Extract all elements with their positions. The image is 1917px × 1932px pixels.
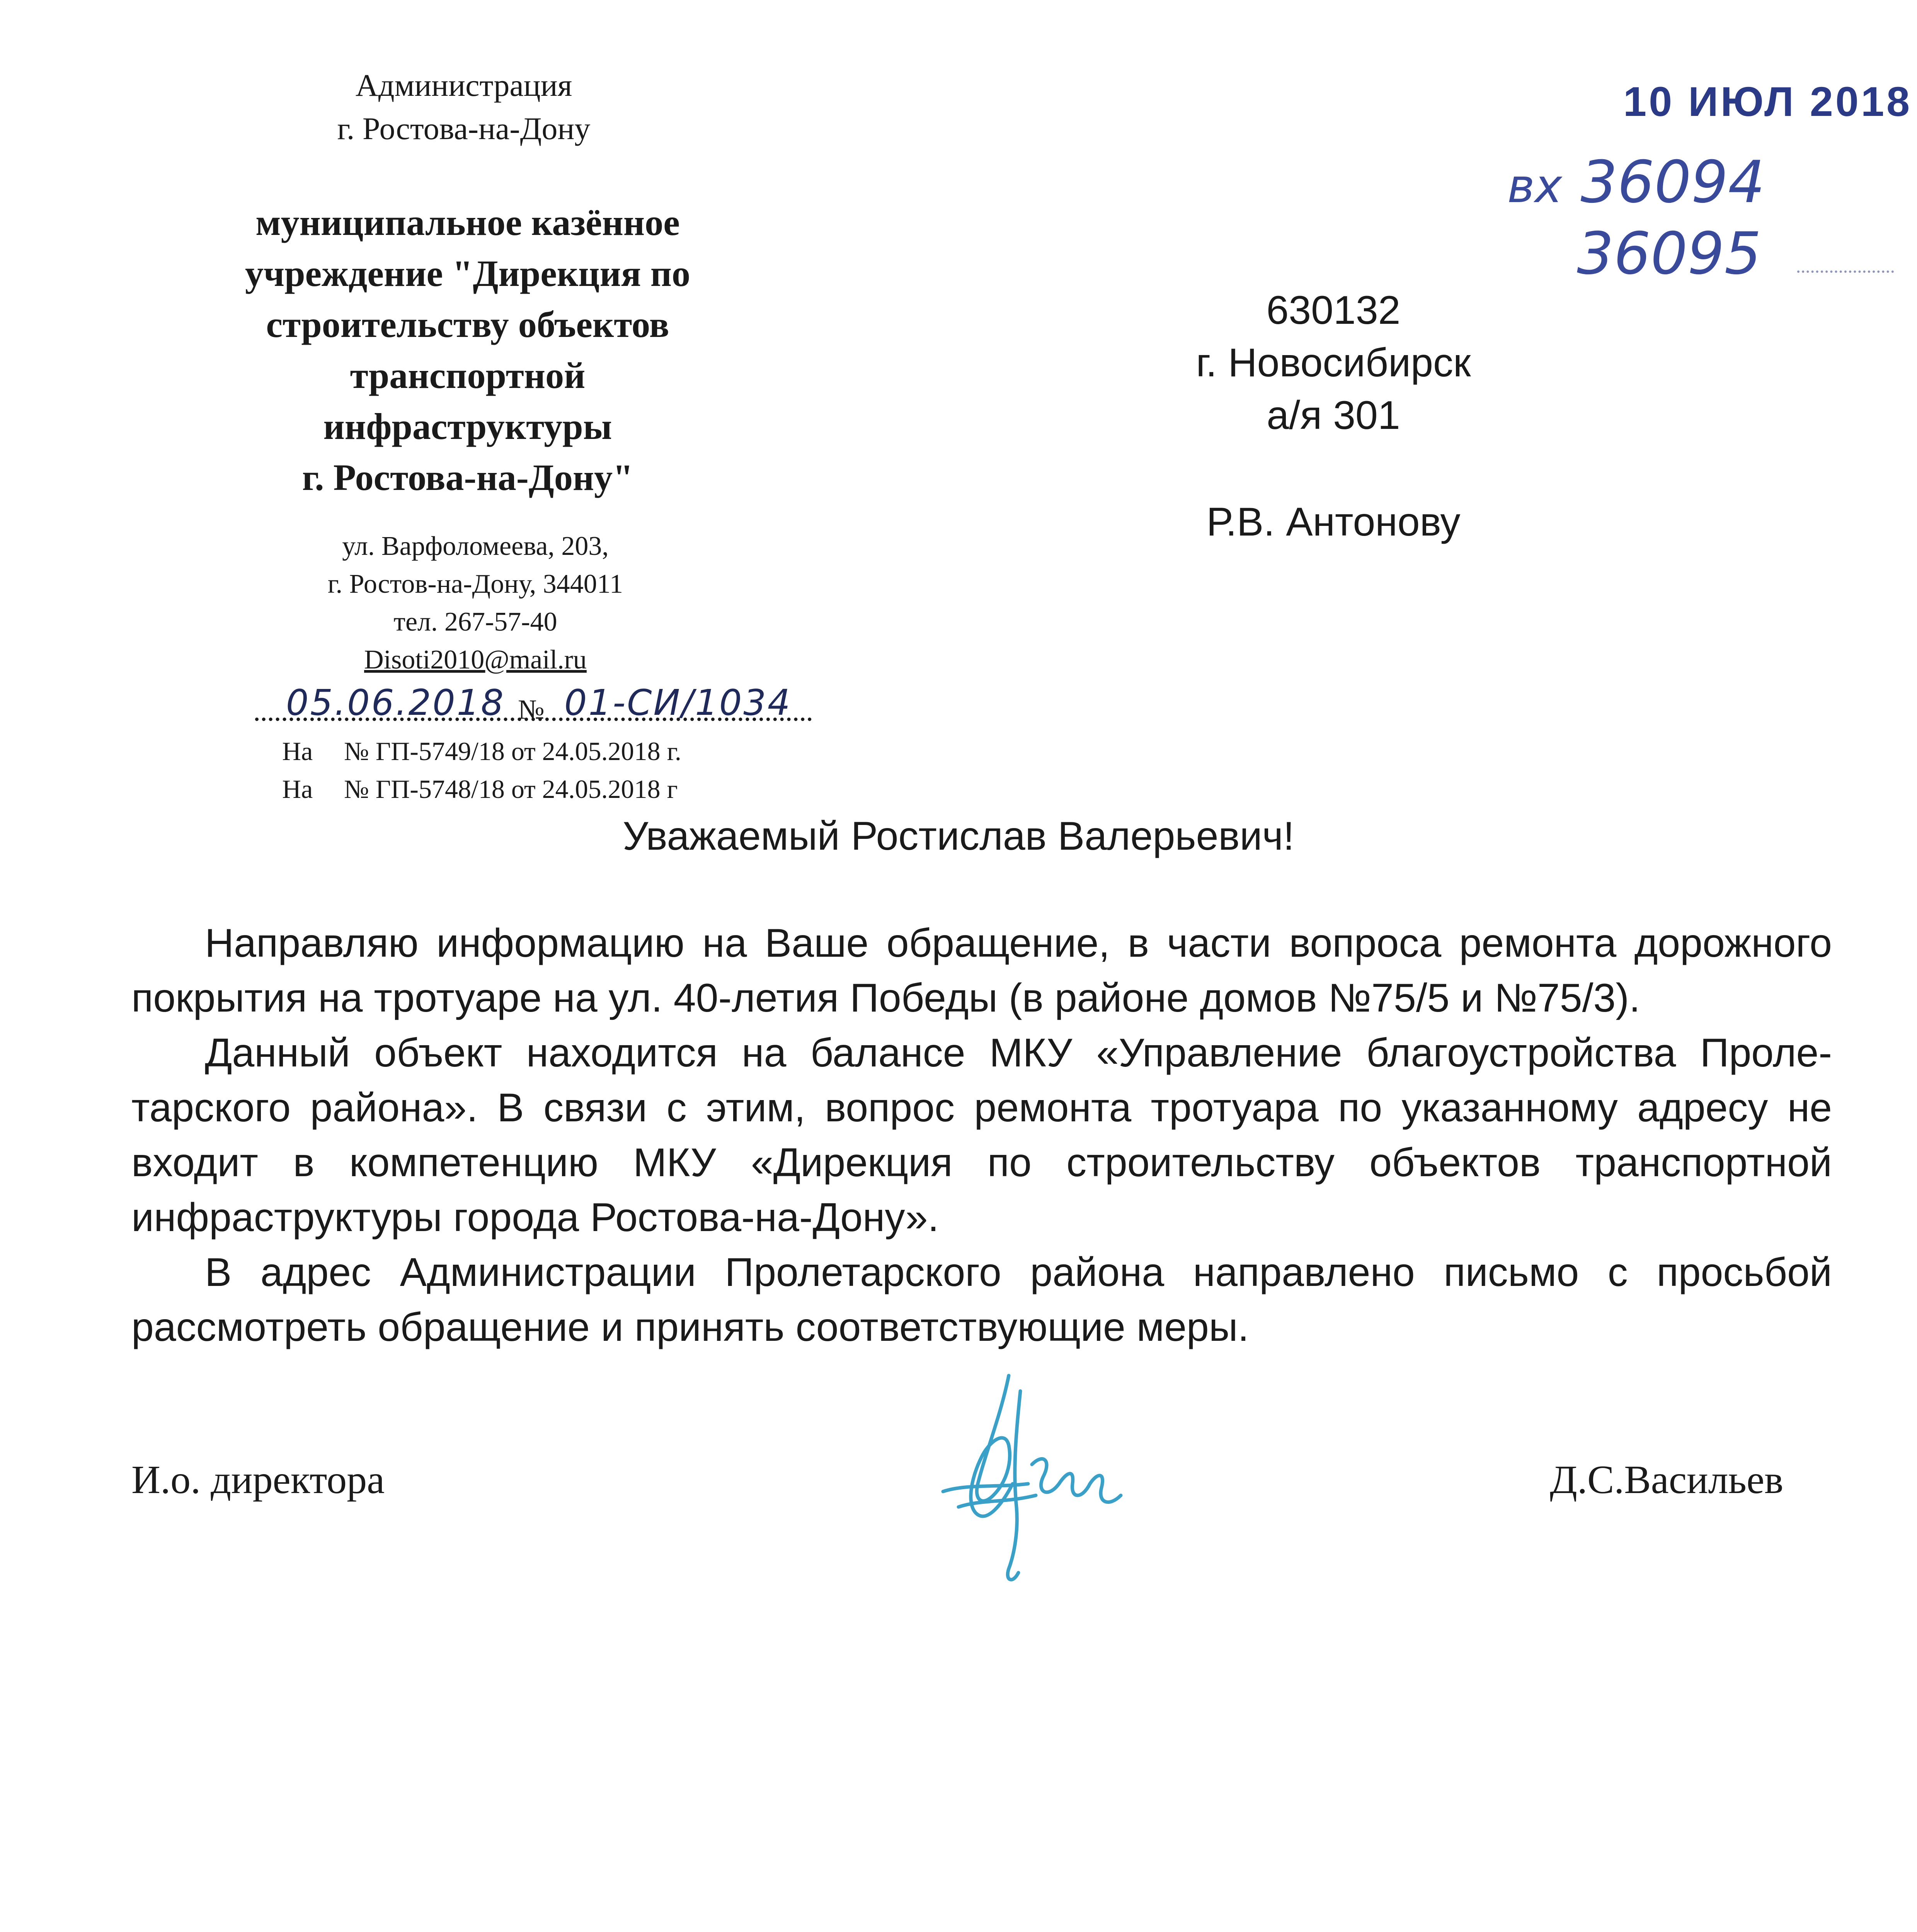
recipient-postcode: 630132 bbox=[1266, 288, 1401, 333]
incoming-number: 36095 bbox=[1577, 220, 1762, 287]
reference-text: № ГП-5749/18 от 24.05.2018 г. bbox=[344, 736, 681, 766]
recipient-block bbox=[1102, 284, 1565, 548]
received-date-stamp: 10 ИЮЛ 2018 bbox=[1623, 78, 1912, 125]
address-line: ул. Варфоломеева, 203, bbox=[342, 531, 609, 561]
letter-body bbox=[131, 916, 1832, 1355]
stamp-dotted-mark bbox=[1797, 270, 1894, 273]
signatory-title: И.о. директора bbox=[131, 1458, 385, 1502]
incoming-prefix: вх bbox=[1507, 160, 1562, 213]
body-paragraph: Данный объект находится на балансе МКУ «Управление благоустройства Проле-тарского района». В связи с этим, вопрос ремонта тротуара по указанному адресу не входит в компетенцию МКУ «Дирекция по строительству объектов транспортной инфраструктуры города Ростова-на-Дону». bbox=[131, 1031, 1832, 1240]
outgoing-date-handwritten: 05.06.2018 bbox=[286, 682, 505, 723]
recipient-name: Р.В. Антонову bbox=[1206, 500, 1461, 544]
org-name-line: г. Ростова-на-Дону" bbox=[302, 457, 633, 498]
signatory-name: Д.С.Васильев bbox=[1550, 1458, 1784, 1502]
number-label: № bbox=[518, 694, 545, 725]
outgoing-number-handwritten: 01-СИ/1034 bbox=[564, 682, 792, 723]
reference-item bbox=[282, 770, 785, 808]
reference-list bbox=[282, 732, 785, 808]
body-paragraph: Направляю информацию на Ваше обращение, в части вопроса ремонта дорожного покрытия на тротуаре на ул. 40-летия Победы (в районе домов №75/5 и №75/3). bbox=[131, 921, 1832, 1020]
incoming-line-1 bbox=[1507, 149, 1894, 220]
org-name-line: муниципальное казённое bbox=[255, 202, 680, 243]
reference-item bbox=[282, 732, 785, 770]
incoming-number: 36094 bbox=[1580, 149, 1765, 216]
org-name-line: учреждение "Дирекция по bbox=[245, 253, 690, 294]
incoming-line-2 bbox=[1507, 220, 1894, 288]
salutation: Уважаемый Ростислав Валерьевич! bbox=[623, 814, 1294, 859]
admin-line-1: Администрация bbox=[355, 68, 572, 103]
reference-label: На bbox=[282, 736, 313, 766]
org-name-line: транспортной bbox=[350, 355, 586, 396]
org-name-line: строительству объектов bbox=[266, 304, 669, 345]
reference-text: № ГП-5748/18 от 24.05.2018 г bbox=[344, 774, 678, 804]
admin-line-2: г. Ростова-на-Дону bbox=[337, 111, 591, 146]
sender-address bbox=[301, 527, 649, 679]
recipient-po-box: а/я 301 bbox=[1267, 393, 1400, 438]
incoming-numbers-handwritten bbox=[1507, 149, 1894, 288]
recipient-city: г. Новосибирск bbox=[1196, 340, 1471, 385]
handwritten-signature bbox=[920, 1368, 1136, 1600]
sender-administration bbox=[271, 64, 657, 150]
body-paragraph: В адрес Администрации Пролетарского района направлено письмо с просьбой рассмотреть обращение и принять соответствующие меры. bbox=[131, 1250, 1832, 1350]
address-line: тел. 267-57-40 bbox=[393, 607, 557, 637]
outgoing-number-line bbox=[255, 682, 812, 728]
sender-email: Disoti2010@mail.ru bbox=[364, 645, 587, 675]
org-name-line: инфраструктуры bbox=[323, 406, 612, 447]
address-line: г. Ростов-на-Дону, 344011 bbox=[327, 569, 623, 599]
sender-organization-name bbox=[224, 197, 711, 503]
reference-label: На bbox=[282, 774, 313, 804]
